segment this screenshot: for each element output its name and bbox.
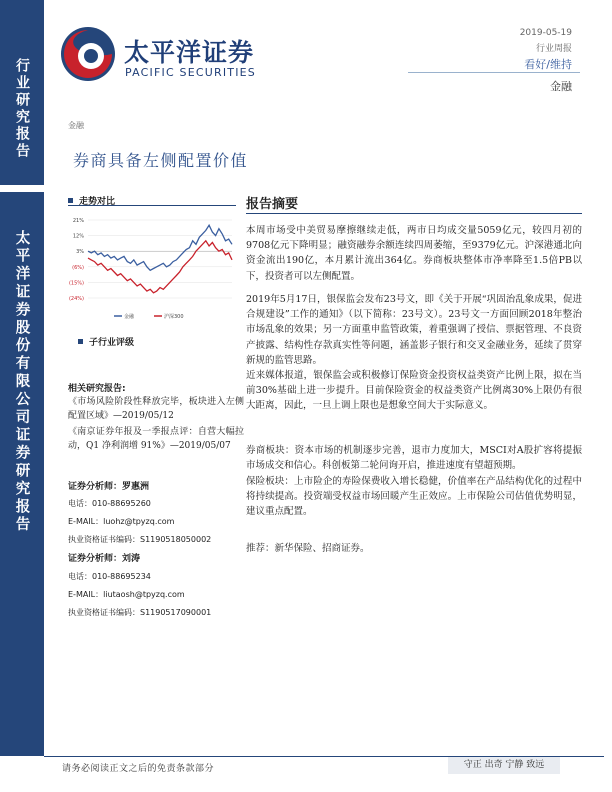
analyst-license: 执业资格证书编码：S1190517090001	[68, 608, 212, 617]
y-tick-label: (24%)	[68, 296, 84, 302]
sidebar-bottom-band	[0, 192, 44, 756]
industry-label: 金融	[550, 80, 572, 93]
legend-label: 沪深300	[164, 314, 184, 320]
header-divider	[408, 72, 580, 73]
brand-name-cn: 太平洋证券	[124, 38, 255, 67]
summary-paragraph: 本周市场受中美贸易摩擦继续走低，两市日均成交量5059亿元，较四月初的9708亿元下降明显；融资融券余额连续四周萎缩，至9379亿元。沪深港通北向资金流出190亿，本月累计流出364亿。券商板块整体市净率降至1.5倍PB以下，投资者可以左侧配置。	[246, 225, 582, 282]
rating-heading: 子行业评级	[78, 335, 134, 348]
analyst-phone: 电话：010-88695260	[68, 499, 151, 508]
summary-heading: 报告摘要	[246, 197, 299, 212]
footer-motto: 守正 出奇 宁静 致远	[448, 757, 560, 774]
summary-paragraph: 推荐：新华保险、招商证券。	[246, 543, 370, 554]
y-tick-label: (6%)	[72, 264, 84, 271]
summary-paragraph: 2019年5月17日，银保监会发布23号文，即《关于开展“巩固治乱象成果，促进合规建设”工作的通知》（以下简称：23号文）。23号文一方面回顾2018年整治市场乱象的效果；另一方面重申监管政策，着重强调了授信、票据管理、不良资产披露、结构性存款真实性等问题，涵盖影子银行和交叉金融业务，延续了贯穿新规的监管思路。	[246, 294, 582, 366]
summary-paragraph: 近来媒体报道，银保监会或积极修订保险资金投资权益类资产比例上限，拟在当前30%基础上进一步提升。目前保险资金的权益类资产比例离30%上限仍有很大距离，因此，一旦上调上限也是想象空间大于实际意义。	[246, 370, 582, 412]
related-report-item[interactable]: 《市场风险阶段性释放完毕，板块进入左侧配置区域》—2019/05/12	[68, 397, 244, 421]
rating-text: 看好/维持	[524, 58, 572, 71]
y-tick-label: 12%	[72, 233, 84, 240]
y-tick-label: 3%	[76, 249, 84, 256]
related-heading: 相关研究报告:	[68, 384, 126, 394]
analyst-email[interactable]: E-MAIL：liutaosh@tpyzq.com	[68, 590, 185, 599]
summary-paragraph: 券商板块：资本市场的机制逐步完善，退市力度加大，MSCI对A股扩容将提振市场成交和信心。科创板第二轮问询开启，推进速度有望超预期。	[246, 445, 582, 472]
pacific-logo-icon	[60, 26, 116, 82]
sidebar-bottom-text: 太平洋证券股份有限公司证券研究报告	[13, 230, 31, 535]
square-bullet-icon	[78, 339, 83, 344]
brand-name-en: PACIFIC SECURITIES	[125, 66, 256, 79]
footer-disclaimer: 请务必阅读正文之后的免责条款部分	[62, 764, 215, 774]
analyst-name: 证券分析师：罗惠洲	[68, 482, 150, 492]
report-date: 2019-05-19	[519, 28, 572, 38]
page-title: 券商具备左侧配置价值	[73, 151, 249, 170]
square-bullet-icon	[68, 198, 73, 203]
related-report-item[interactable]: 《南京证券年报及一季报点评：自营大幅拉动，Q1 净利润增 91%》—2019/05/07	[68, 427, 244, 451]
sidebar-top-band	[0, 0, 44, 185]
legend-label: 金融	[124, 314, 135, 320]
report-type: 行业周报	[535, 44, 572, 54]
trend-chart	[62, 212, 238, 324]
summary-paragraph: 保险板块：上市险企的寿险保费收入增长稳健，价值率在产品结构优化的过程中将持续提高。投资端受权益市场回暖产生正效应。上市保险公司估值优势明显，建议重点配置。	[246, 476, 582, 518]
trend-heading: 走势对比	[68, 194, 115, 207]
y-tick-label: 21%	[72, 218, 84, 224]
y-tick-label: (15%)	[68, 280, 84, 287]
analyst-phone: 电话：010-88695234	[68, 572, 151, 581]
series-line	[88, 225, 232, 270]
analyst-license: 执业资格证书编码：S1190518050002	[68, 535, 212, 544]
trend-divider	[68, 205, 236, 206]
summary-divider	[246, 213, 582, 214]
sidebar-top-text: 行业研究报告	[14, 58, 30, 160]
analyst-name: 证券分析师：刘涛	[68, 554, 141, 564]
analyst-email[interactable]: E-MAIL：luohz@tpyzq.com	[68, 517, 175, 526]
category-label: 金融	[68, 121, 84, 130]
